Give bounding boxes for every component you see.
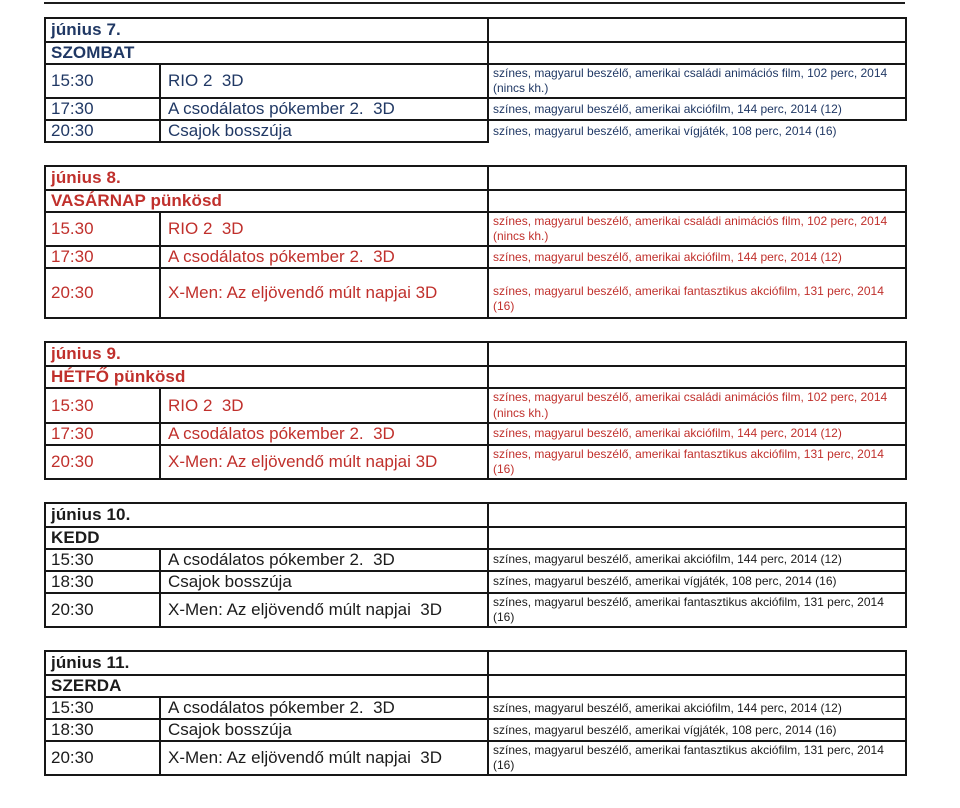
movie-description-cell: színes, magyarul beszélő, amerikai akciófilm, 144 perc, 2014 (12) bbox=[488, 98, 906, 120]
movie-title-cell: Csajok bosszúja bbox=[160, 120, 488, 142]
movie-description-cell: színes, magyarul beszélő, amerikai vígjáték, 108 perc, 2014 (16) bbox=[488, 571, 906, 593]
movie-description-cell: színes, magyarul beszélő, amerikai családi animációs film, 102 perc, 2014 (nincs kh.) bbox=[488, 64, 906, 98]
movie-title-cell: A csodálatos pókember 2. 3D bbox=[160, 98, 488, 120]
movie-description-cell: színes, magyarul beszélő, amerikai fantasztikus akciófilm, 131 perc, 2014 (16) bbox=[488, 593, 906, 627]
showtime-cell: 20:30 bbox=[45, 593, 160, 627]
showtime-cell: 20:30 bbox=[45, 268, 160, 318]
movie-title-cell: X-Men: Az eljövendő múlt napjai 3D bbox=[160, 268, 488, 318]
empty-cell bbox=[488, 18, 906, 42]
empty-cell bbox=[488, 190, 906, 212]
day-name-cell: KEDD bbox=[45, 527, 488, 549]
showtime-cell: 15:30 bbox=[45, 697, 160, 719]
movie-description-cell: színes, magyarul beszélő, amerikai vígjáték, 108 perc, 2014 (16) bbox=[488, 719, 906, 741]
movie-description-cell: színes, magyarul beszélő, amerikai akciófilm, 144 perc, 2014 (12) bbox=[488, 423, 906, 445]
movie-description-cell: színes, magyarul beszélő, amerikai akciófilm, 144 perc, 2014 (12) bbox=[488, 697, 906, 719]
movie-title-cell: X-Men: Az eljövendő múlt napjai 3D bbox=[160, 593, 488, 627]
day-name-row bbox=[45, 675, 906, 697]
movie-description-cell: színes, magyarul beszélő, amerikai akciófilm, 144 perc, 2014 (12) bbox=[488, 246, 906, 268]
showtime-cell: 15:30 bbox=[45, 64, 160, 98]
day-name-cell: VASÁRNAP pünkösd bbox=[45, 190, 488, 212]
day-name-row bbox=[45, 527, 906, 549]
screening-row bbox=[45, 549, 906, 571]
empty-cell bbox=[488, 42, 906, 64]
day-name-row bbox=[45, 42, 906, 64]
movie-title-cell: A csodálatos pókember 2. 3D bbox=[160, 423, 488, 445]
movie-title-cell: A csodálatos pókember 2. 3D bbox=[160, 246, 488, 268]
movie-description-cell: színes, magyarul beszélő, amerikai vígjáték, 108 perc, 2014 (16) bbox=[493, 124, 837, 139]
screening-row bbox=[45, 423, 906, 445]
showtime-cell: 17:30 bbox=[45, 98, 160, 120]
date-cell: június 10. bbox=[45, 503, 488, 527]
screening-row bbox=[45, 212, 906, 246]
showtime-cell: 18:30 bbox=[45, 571, 160, 593]
movie-title-cell: X-Men: Az eljövendő múlt napjai 3D bbox=[160, 445, 488, 479]
day-schedule-table bbox=[44, 17, 907, 143]
movie-description-cell: színes, magyarul beszélő, amerikai fantasztikus akciófilm, 131 perc, 2014 (16) bbox=[488, 268, 906, 318]
empty-cell bbox=[488, 651, 906, 675]
schedule-list bbox=[44, 17, 960, 776]
day-schedule-table bbox=[44, 165, 907, 319]
movie-title-cell: Csajok bosszúja bbox=[160, 571, 488, 593]
screening-row bbox=[45, 388, 906, 422]
showtime-cell: 17:30 bbox=[45, 423, 160, 445]
day-name-row bbox=[45, 190, 906, 212]
day-schedule-table bbox=[44, 502, 907, 628]
showtime-cell: 15:30 bbox=[45, 549, 160, 571]
date-cell: június 9. bbox=[45, 342, 488, 366]
screening-row bbox=[45, 593, 906, 627]
showtime-cell: 20:30 bbox=[45, 120, 160, 142]
date-header-row bbox=[45, 342, 906, 366]
screening-row bbox=[45, 445, 906, 479]
date-header-row bbox=[45, 18, 906, 42]
screening-row bbox=[45, 268, 906, 318]
showtime-cell: 17:30 bbox=[45, 246, 160, 268]
screening-row bbox=[45, 64, 906, 98]
screening-row bbox=[45, 120, 906, 142]
date-cell: június 7. bbox=[45, 18, 488, 42]
screening-row bbox=[45, 719, 906, 741]
movie-title-cell: Csajok bosszúja bbox=[160, 719, 488, 741]
movie-description-cell: színes, magyarul beszélő, amerikai családi animációs film, 102 perc, 2014 (nincs kh.) bbox=[488, 388, 906, 422]
empty-cell bbox=[488, 366, 906, 388]
screening-row bbox=[45, 246, 906, 268]
empty-cell bbox=[488, 675, 906, 697]
date-cell: június 11. bbox=[45, 651, 488, 675]
movie-title-cell: A csodálatos pókember 2. 3D bbox=[160, 697, 488, 719]
screening-row bbox=[45, 98, 906, 120]
movie-title-cell: RIO 2 3D bbox=[160, 64, 488, 98]
empty-cell bbox=[488, 166, 906, 190]
showtime-cell: 20:30 bbox=[45, 741, 160, 775]
showtime-cell: 18:30 bbox=[45, 719, 160, 741]
screening-row bbox=[45, 741, 906, 775]
empty-cell bbox=[488, 342, 906, 366]
date-cell: június 8. bbox=[45, 166, 488, 190]
movie-description-cell: színes, magyarul beszélő, amerikai fantasztikus akciófilm, 131 perc, 2014 (16) bbox=[488, 741, 906, 775]
movie-title-cell: RIO 2 3D bbox=[160, 212, 488, 246]
top-divider-line bbox=[44, 2, 905, 4]
screening-row bbox=[45, 571, 906, 593]
date-header-row bbox=[45, 166, 906, 190]
day-schedule-table bbox=[44, 341, 907, 479]
date-header-row bbox=[45, 651, 906, 675]
day-name-cell: SZOMBAT bbox=[45, 42, 488, 64]
day-name-row bbox=[45, 366, 906, 388]
movie-title-cell: RIO 2 3D bbox=[160, 388, 488, 422]
movie-title-cell: A csodálatos pókember 2. 3D bbox=[160, 549, 488, 571]
empty-cell bbox=[488, 527, 906, 549]
movie-description-cell: színes, magyarul beszélő, amerikai fantasztikus akciófilm, 131 perc, 2014 (16) bbox=[488, 445, 906, 479]
day-name-cell: SZERDA bbox=[45, 675, 488, 697]
movie-description-cell: színes, magyarul beszélő, amerikai akciófilm, 144 perc, 2014 (12) bbox=[488, 549, 906, 571]
showtime-cell: 15.30 bbox=[45, 212, 160, 246]
showtime-cell: 20:30 bbox=[45, 445, 160, 479]
screening-row bbox=[45, 697, 906, 719]
day-schedule-table bbox=[44, 650, 907, 776]
empty-cell bbox=[488, 503, 906, 527]
movie-title-cell: X-Men: Az eljövendő múlt napjai 3D bbox=[160, 741, 488, 775]
showtime-cell: 15:30 bbox=[45, 388, 160, 422]
movie-description-cell: színes, magyarul beszélő, amerikai családi animációs film, 102 perc, 2014 (nincs kh.) bbox=[488, 212, 906, 246]
date-header-row bbox=[45, 503, 906, 527]
day-name-cell: HÉTFŐ pünkösd bbox=[45, 366, 488, 388]
